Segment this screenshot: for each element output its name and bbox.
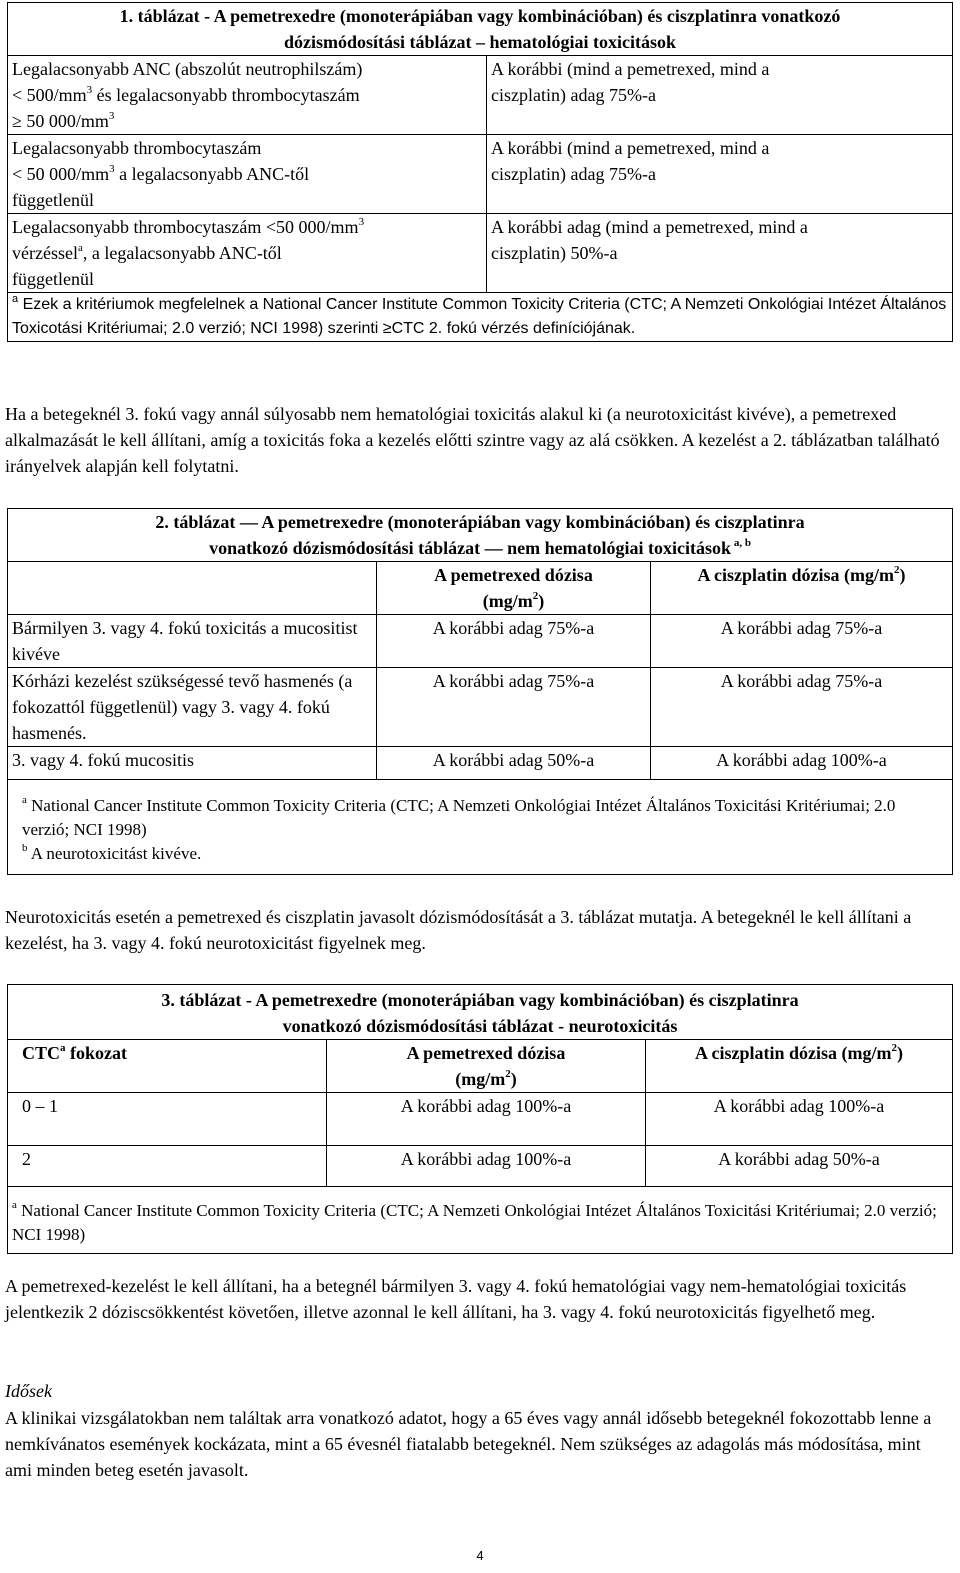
table1-footnote: $^a$ Ezek a kritériumok megfelelnek a National Cancer Institute Common Toxicity Criteria (CTC; A Nemzeti Onkológiai Intézet Általános Toxicotási Kritériumai; 2.0 verzió; NCI 1998) szerinti ≥CTC 2. fokú vérzés definíciójának. [8,293,953,342]
table1-action-cell: A korábbi (mind a pemetrexed, mind a ciszplatin) adag 75%-a [487,56,953,135]
table3-cisplatin-cell: A korábbi adag 100%-a [646,1093,953,1146]
table2-footnotes: $^a$ National Cancer Institute Common Toxicity Criteria (CTC; A Nemzeti Onkológiai Intézet Általános Toxicitási Kritériumai; 2.0 verzió; NCI 1998) $^b$ A neurotoxicitást kivéve. [8,780,953,875]
table2-label-cell: Kórházi kezelést szükségessé tevő hasmenés (a fokozattól függetlenül) vagy 3. vagy 4. fokú hasmenés. [8,668,377,747]
table-row [8,56,953,135]
table3-header-row [8,1040,953,1093]
table2-label-cell: 3. vagy 4. fokú mucositis [8,747,377,780]
table2-cisplatin-cell: A korábbi adag 100%-a [651,747,953,780]
table2-cisplatin-cell: A korábbi adag 75%-a [651,615,953,668]
table2-pemetrexed-cell: A korábbi adag 75%-a [377,668,651,747]
table-row [8,135,953,214]
table-neurotoxicity [7,984,953,1254]
table3-header-pemetrexed: A pemetrexed dózisa $(mg/m^2)$ [327,1040,646,1093]
page-number: 4 [476,1548,484,1563]
table1-action-cell: A korábbi adag (mind a pemetrexed, mind a ciszplatin) 50%-a [487,214,953,293]
table2-header-row [8,562,953,615]
table3-pemetrexed-cell: A korábbi adag 100%-a [327,1146,646,1187]
table2-cisplatin-cell: A korábbi adag 75%-a [651,668,953,747]
table-row [8,747,953,780]
table3-header-grade: CTC$^a$ fokozat [8,1040,327,1093]
table2-pemetrexed-cell: A korábbi adag 75%-a [377,615,651,668]
paragraph-neurotoxicity: Neurotoxicitás esetén a pemetrexed és ciszplatin javasolt dózismódosítását a 3. táblázat mutatja. A betegeknél le kell állítani a kezelést, ha 3. vagy 4. fokú neurotoxicitást figyelnek meg. [5,907,912,953]
section-heading-elderly: Idősek [5,1381,52,1401]
table1-caption: 1. táblázat - A pemetrexedre (monoterápiában vagy kombinációban) és ciszplatinra vonatkozó dózismódosítási táblázat – hematológiai toxicitások [8,3,953,56]
table-nonhematologic-toxicity [7,508,953,875]
paragraph-elderly: A klinikai vizsgálatokban nem találtak arra vonatkozó adatot, hogy a 65 éves vagy annál idősebb betegeknél fokozottabb lenne a nemkívánatos események kockázata, mint a 65 évesnél fiatalabb betegeknél. Nem szükséges az adagolás más módosítása, mint ami minden beteg esetén javasolt. [5,1408,932,1480]
table2-header-cisplatin: A ciszplatin dózisa $(mg/m^2)$ [651,562,953,615]
table3-grade-cell: 0 – 1 [8,1093,327,1146]
table-row [8,1093,953,1146]
paragraph-discontinuation: A pemetrexed-kezelést le kell állítani, ha a betegnél bármilyen 3. vagy 4. fokú hematológiai vagy nem-hematológiai toxicitás jelentkezik 2 dóziscsökkentést követően, illetve azonnal le kell állítani, ha 3. vagy 4. fokú neurotoxicitás figyelhető meg. [5,1276,907,1322]
table2-header-pemetrexed: A pemetrexed dózisa $(mg/m^2)$ [377,562,651,615]
table1-condition-cell: Legalacsonyabb thrombocytaszám < 50 $000/mm^3$ a legalacsonyabb ANC-től függetlenül [8,135,487,214]
table2-pemetrexed-cell: A korábbi adag 50%-a [377,747,651,780]
table3-cisplatin-cell: A korábbi adag 50%-a [646,1146,953,1187]
table3-pemetrexed-cell: A korábbi adag 100%-a [327,1093,646,1146]
table1-action-cell: A korábbi (mind a pemetrexed, mind a ciszplatin) adag 75%-a [487,135,953,214]
table1-condition-cell: Legalacsonyabb ANC (abszolút neutrophilszám) < $500/mm^3$ és legalacsonyabb thrombocytaszám ≥ 50 $000/mm^3$ [8,56,487,135]
table-row [8,214,953,293]
table1-condition-cell: Legalacsonyabb thrombocytaszám <50 $000/mm^3$ vérzéssel$^a$, a legalacsonyabb ANC-től függetlenül [8,214,487,293]
table-hematologic-toxicity [7,2,953,342]
table2-header-empty [8,562,377,615]
table-row [8,615,953,668]
table-row [8,668,953,747]
paragraph-nonhematologic: Ha a betegeknél 3. fokú vagy annál súlyosabb nem hematológiai toxicitás alakul ki (a neurotoxicitást kivéve), a pemetrexed alkalmazását le kell állítani, amíg a toxicitás foka a kezelés előtti szintre vagy az alá csökken. A kezelést a 2. táblázatban található irányelvek alapján kell folytatni. [5,404,940,476]
table3-header-cisplatin: A ciszplatin dózisa $(mg/m^2)$ [646,1040,953,1093]
table3-grade-cell: 2 [8,1146,327,1187]
table2-label-cell: Bármilyen 3. vagy 4. fokú toxicitás a mucositist kivéve [8,615,377,668]
table-row [8,1146,953,1187]
table3-caption: 3. táblázat - A pemetrexedre (monoterápiában vagy kombinációban) és ciszplatinra vonatkozó dózismódosítási táblázat - neurotoxicitás [8,985,953,1040]
table2-caption: 2. táblázat — A pemetrexedre (monoterápiában vagy kombinációban) és ciszplatinra vonatkozó dózismódosítási táblázat — nem hematológiai toxicitások $^{a, b}$ [8,509,953,562]
table3-footnote: $^a$ National Cancer Institute Common Toxicity Criteria (CTC; A Nemzeti Onkológiai Intézet Általános Toxicitási Kritériumai; 2.0 verzió; NCI 1998) [8,1187,953,1254]
